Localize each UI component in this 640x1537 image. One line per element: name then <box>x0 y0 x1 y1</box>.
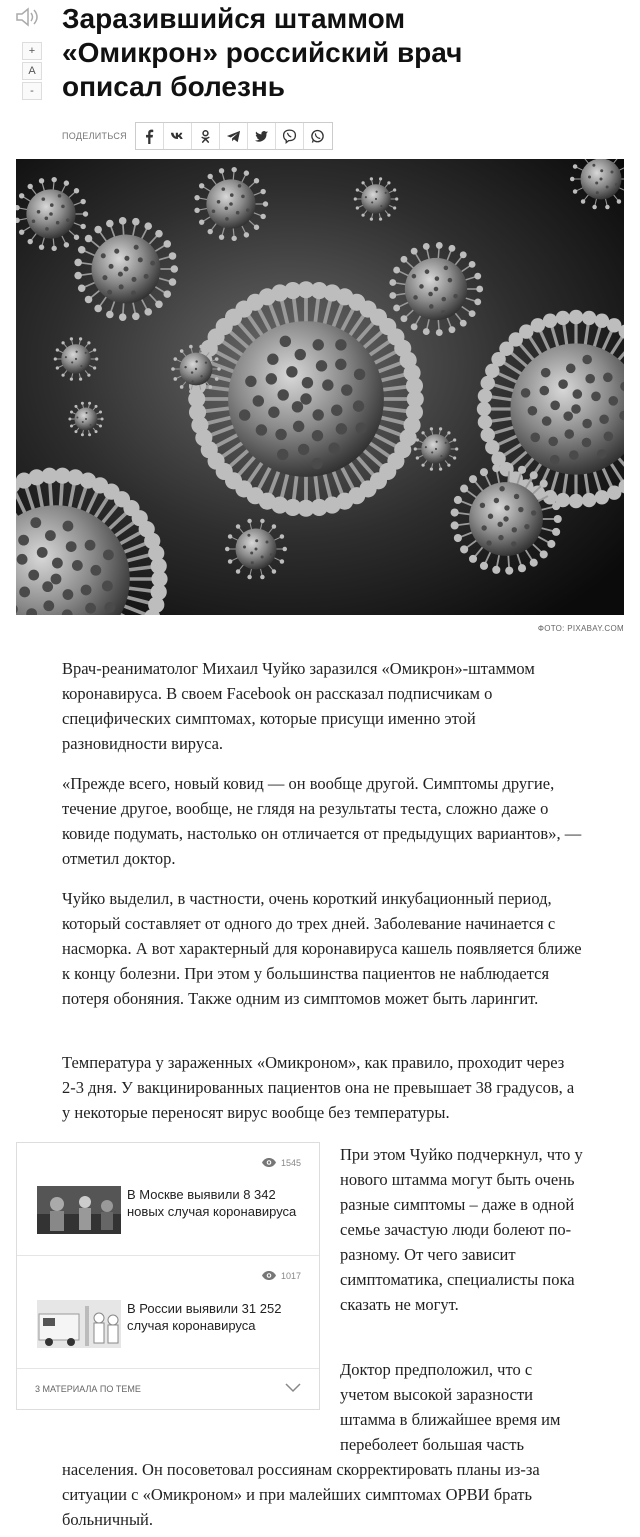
related-title[interactable]: В России выявили 31 252 случая коронавируса <box>127 1301 282 1333</box>
font-decrease-button[interactable]: - <box>22 82 42 100</box>
article-paragraph: Врач-реаниматолог Михаил Чуйко заразился «Омикрон»-штаммом коронавируса. В своем Facebook он рассказал подписчикам о специфических симптомах, которые присущи именно этой разновидности вируса. <box>62 659 535 753</box>
views-count: 1017 <box>280 1270 301 1281</box>
article-hero-image <box>16 159 624 615</box>
related-thumbnail <box>37 1300 121 1348</box>
article-title: Заразившийся штаммом «Омикрон» российский врач описал болезнь <box>62 3 463 102</box>
speaker-icon[interactable] <box>14 6 40 28</box>
related-item[interactable] <box>17 1256 319 1369</box>
related-footer[interactable] <box>17 1369 319 1409</box>
views-counter <box>261 1270 301 1281</box>
article-paragraph: При этом Чуйко подчеркнул, что у нового штамма могут быть очень разные симптомы – даже в одной семье зачастую люди болеют по-разному. От чего зависит симптоматика, специалисты пока сказать не могут. <box>340 1145 583 1314</box>
telegram-icon[interactable] <box>220 123 248 149</box>
photo-credit: ФОТО: PIXABAY.COM <box>537 624 624 633</box>
odnoklassniki-icon[interactable] <box>192 123 220 149</box>
article-paragraph: «Прежде всего, новый ковид — он вообще другой. Симптомы другие, течение другое, вообще, не глядя на результаты теста, сложно даже о ковиде подумать, настолько он отличается от предыдущих вариантов», — отметил доктор. <box>62 774 582 868</box>
whatsapp-icon[interactable] <box>304 123 332 149</box>
font-increase-button[interactable]: + <box>22 42 42 60</box>
share-bar <box>62 122 333 150</box>
related-articles-widget <box>16 1142 320 1410</box>
article-paragraph: населения. Он посоветовал россиянам скорректировать планы из-за ситуации с «Омикроном» и при малейших симптомах ОРВИ брать больничный. <box>62 1460 540 1529</box>
font-reset-button[interactable]: A <box>22 62 42 80</box>
related-count-label: 3 МАТЕРИАЛА ПО ТЕМЕ <box>35 1384 141 1394</box>
font-size-tools <box>12 6 42 102</box>
article-paragraph: Доктор предположил, что с учетом высокой заразности штамма в ближайшее время им переболеет большая часть <box>340 1360 561 1454</box>
twitter-icon[interactable] <box>248 123 276 149</box>
article-paragraph: Температура у зараженных «Омикроном», как правило, проходит через 2-3 дня. У вакцинированных пациентов она не превышает 38 градусов, а у некоторые переносят вирус вообще без температуры. <box>62 1053 575 1122</box>
vk-icon[interactable] <box>164 123 192 149</box>
related-item[interactable] <box>17 1143 319 1256</box>
viber-icon[interactable] <box>276 123 304 149</box>
chevron-down-icon[interactable] <box>285 1380 301 1398</box>
views-counter <box>261 1157 301 1168</box>
related-thumbnail <box>37 1186 121 1234</box>
eye-icon <box>261 1270 277 1281</box>
eye-icon <box>261 1157 277 1168</box>
views-count: 1545 <box>280 1157 301 1168</box>
related-title[interactable]: В Москве выявили 8 342 новых случая коронавируса <box>127 1187 297 1219</box>
facebook-icon[interactable] <box>136 123 164 149</box>
virus-illustration <box>16 159 624 615</box>
share-label: ПОДЕЛИТЬСЯ <box>62 131 127 141</box>
article-paragraph: Чуйко выделил, в частности, очень короткий инкубационный период, который составляет от одного до трех дней. Заболевание начинается с насморка. А вот характерный для коронавируса кашель появляется ближе к концу болезни. При этом у большинства пациентов не наблюдается потеря обоняния. Также одним из симптомов может быть ларингит. <box>62 889 582 1008</box>
